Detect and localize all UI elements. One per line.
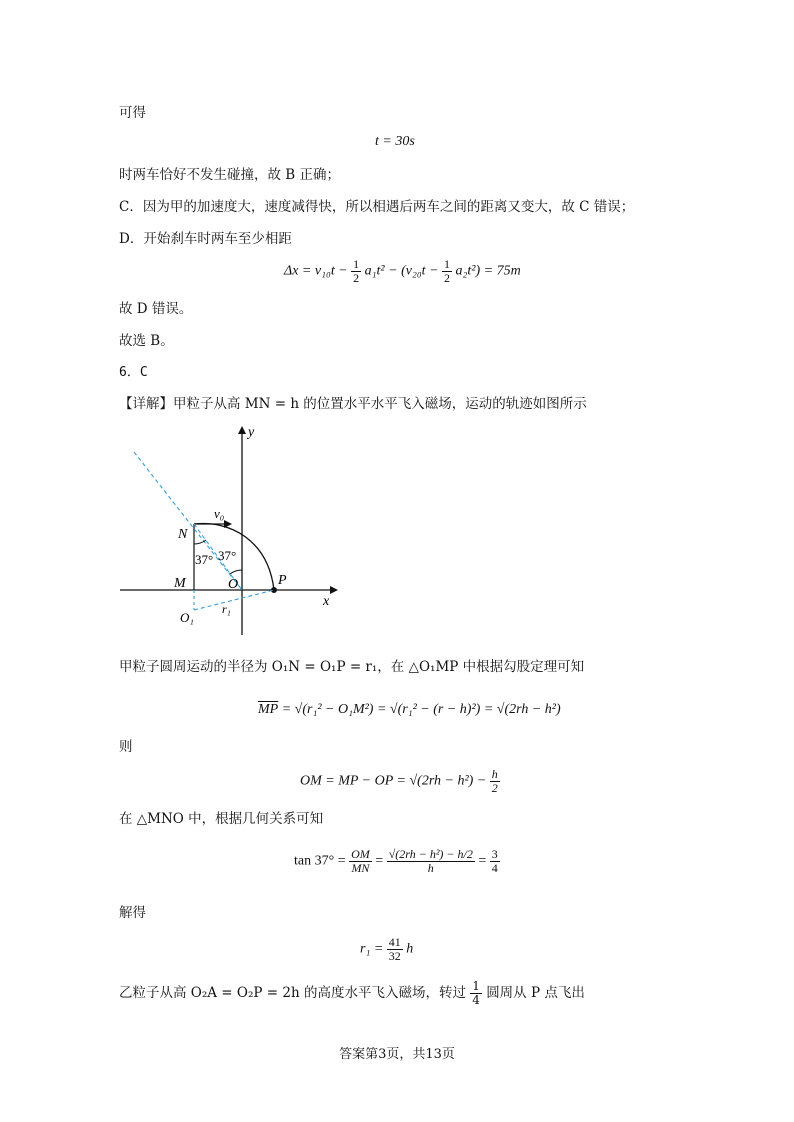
label-o1: O₁ <box>180 610 194 625</box>
label-r1: r₁ <box>222 602 231 616</box>
y-axis-arrow <box>238 426 246 434</box>
label-p: P <box>278 573 287 588</box>
fraction-h-over-2: $\frac{h}{2}$ <box>491 767 498 795</box>
equation-r1 <box>360 936 413 963</box>
delta-x-right: a₂t²) = 75m <box>455 263 521 279</box>
fraction-om-mn: $\frac{OM}{MN}$ <box>351 847 370 875</box>
mp-left: $\overline{MP}$ <box>258 702 279 717</box>
fraction-half-2: $\frac{1}{2}$ <box>444 257 451 285</box>
text-choose-b: 故选 B。 <box>119 333 174 349</box>
text-option-c: C．因为甲的加速度大，速度减得快，所以相遇后两车之间的距离又变大，故 C 错误； <box>119 199 635 215</box>
fraction-quarter: $\frac{1}{4}$ <box>472 979 480 1007</box>
delta-x-left: Δx = v₁₀t − <box>284 263 348 279</box>
text-detail: 【详解】甲粒子从高 MN = h 的位置水平水平飞入磁场，运动的轨迹如图所示 <box>119 396 587 412</box>
mp-mid1: = √(r₁² − O₁M²) <box>281 702 374 717</box>
equation-om <box>300 768 500 795</box>
page-footer: 答案第3页，共13页 <box>339 1047 455 1062</box>
om-expression: OM = MP − OP = √(2rh − h²) − <box>300 773 487 789</box>
equation-t: t = 30s <box>375 134 415 149</box>
equation-tan: tan 37° = $\frac{OM}{MN}$ = $\frac{\text{√(2rh − h²) − h/2}}{h}$ = $\frac{3}{4}$ <box>294 847 498 875</box>
text-in-mno: 在 △MNO 中，根据几何关系可知 <box>119 811 324 827</box>
delta-x-mid: a₁t² − (v₂₀t − <box>364 263 439 279</box>
label-m: M <box>174 576 186 591</box>
tan-left: tan 37° = <box>294 853 346 869</box>
equation-delta-x <box>284 258 521 285</box>
yi-text-a: 乙粒子从高 O₂A = O₂P = 2h 的高度水平飞入磁场，转过 <box>119 985 466 1001</box>
label-angle-2: 37° <box>218 548 237 563</box>
label-n: N <box>178 527 188 542</box>
text-yi <box>119 980 585 1007</box>
trajectory-figure <box>110 420 350 645</box>
fraction-three-quarters: $\frac{3}{4}$ <box>491 847 498 875</box>
equation-mp <box>258 702 561 718</box>
angle-arc-2 <box>230 570 242 574</box>
mp-mid2: = √(r₁² − (r − h)²) <box>376 702 481 717</box>
text-kede: 可得 <box>119 105 146 121</box>
text-no-collide: 时两车恰好不发生碰撞，故 B 正确； <box>119 167 341 183</box>
text-ze: 则 <box>119 739 133 755</box>
fraction-half-1: $\frac{1}{2}$ <box>353 257 360 285</box>
mp-right: = √(2rh − h²) <box>483 702 561 717</box>
x-axis-arrow <box>330 586 338 594</box>
label-x: x <box>323 594 330 609</box>
text-d-wrong: 故 D 错误。 <box>119 301 193 317</box>
label-angle-1: 37° <box>195 552 214 567</box>
text-option-d: D．开始刹车时两车至少相距 <box>119 231 292 247</box>
label-v0: v₀ <box>214 506 225 521</box>
question-6-answer: 6．C <box>119 365 148 380</box>
text-radius: 甲粒子圆周运动的半径为 O₁N = O₁P = r₁，在 △O₁MP 中根据勾股定理可知 <box>119 659 585 675</box>
label-o: O <box>228 577 239 592</box>
fraction-tan-big: $\frac{\text{√(2rh − h²) − h/2}}{h}$ <box>388 847 473 875</box>
label-y: y <box>248 425 255 440</box>
yi-text-b: 圆周从 P 点飞出 <box>486 985 585 1001</box>
dashed-o1-p <box>194 590 274 610</box>
text-jiede: 解得 <box>119 905 146 921</box>
r1-left: r₁ = <box>360 941 384 957</box>
fraction-41-32: $\frac{41}{32}$ <box>388 935 401 963</box>
r1-right: h <box>406 941 414 957</box>
